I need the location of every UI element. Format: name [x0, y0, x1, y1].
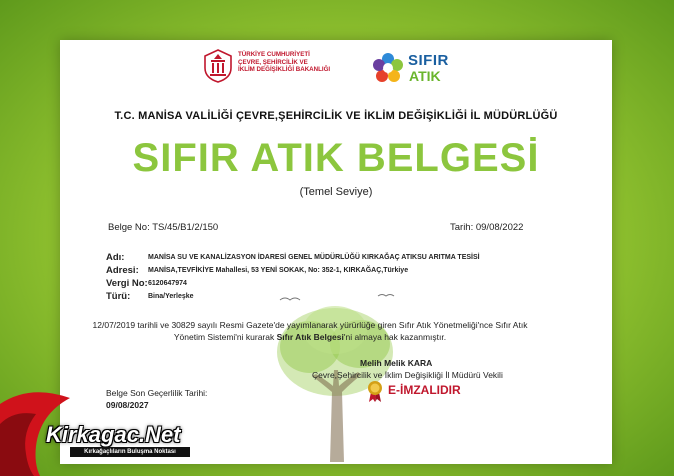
field-label-tax-no: Vergi No: [106, 278, 148, 289]
watermark-brand: Kirkagac.Net [46, 422, 181, 447]
certificate-date: Tarih: 09/08/2022 [450, 222, 524, 233]
certificate-number: Belge No: TS/45/B1/2/150 [108, 222, 219, 233]
validity-label: Belge Son Geçerlilik Tarihi: [106, 388, 208, 398]
watermark-tagline: Kırkağaçlıların Buluşma Noktası [70, 447, 190, 457]
body-text-part-2: 'ni almaya hak kazanmıştır. [343, 332, 447, 342]
field-value-name: MANİSA SU VE KANALİZASYON İDARESİ GENEL MÜDÜRLÜĞÜ KIRKAĞAÇ ATIKSU ARITMA TESİSİ [148, 254, 480, 261]
signer-name: Melih Melik KARA [360, 358, 433, 368]
zero-waste-flower-icon [370, 50, 406, 86]
signer-title: Çevre,Şehircilik ve İklim Değişikliği İl Müdürü Vekili [312, 370, 503, 380]
field-value-type: Bina/Yerleşke [148, 293, 194, 300]
ministry-line-1: TÜRKİYE CUMHURİYETİ [238, 51, 310, 58]
e-signed-label: E-İMZALIDIR [388, 383, 461, 397]
ministry-line-3: İKLİM DEĞİŞİKLİĞİ BAKANLIĞI [238, 66, 331, 74]
directorate-heading: T.C. MANİSA VALİLİĞİ ÇEVRE,ŞEHİRCİLİK VE İKLİM DEĞİŞİKLİĞİ İL MÜDÜRLÜĞÜ [114, 110, 558, 122]
validity-date: 09/08/2027 [106, 400, 149, 410]
field-label-address: Adresi: [106, 265, 139, 276]
ministry-name [238, 51, 348, 74]
body-text-part-1: 12/07/2019 tarihli ve 30829 sayılı Resmi Gazete'de yayımlanarak yürürlüğe giren Sıfır Atık Yönetmeliği'nce Sıfır Atık Yönetim Sistemi'ni kurarak [92, 320, 528, 342]
certificate-level: (Temel Seviye) [299, 186, 373, 198]
certificate-title: SIFIR ATIK BELGESİ [132, 136, 540, 180]
field-label-name: Adı: [106, 252, 125, 263]
ministry-emblem-icon [202, 48, 234, 84]
zero-waste-word-1: SIFIR [408, 52, 449, 69]
field-label-type: Türü: [106, 291, 131, 302]
body-text-bold: Sıfır Atık Belgesi [276, 332, 344, 342]
field-value-address: MANİSA,TEVFİKİYE Mahallesi, 53 YENİ SOKAK, No: 352-1, KIRKAĞAÇ,Türkiye [148, 267, 409, 274]
certificate-body [90, 319, 530, 343]
ministry-line-2: ÇEVRE, ŞEHİRCİLİK VE [238, 58, 308, 66]
field-value-tax-no: 6120647974 [148, 280, 187, 287]
zero-waste-word-2: ATIK [409, 68, 441, 84]
